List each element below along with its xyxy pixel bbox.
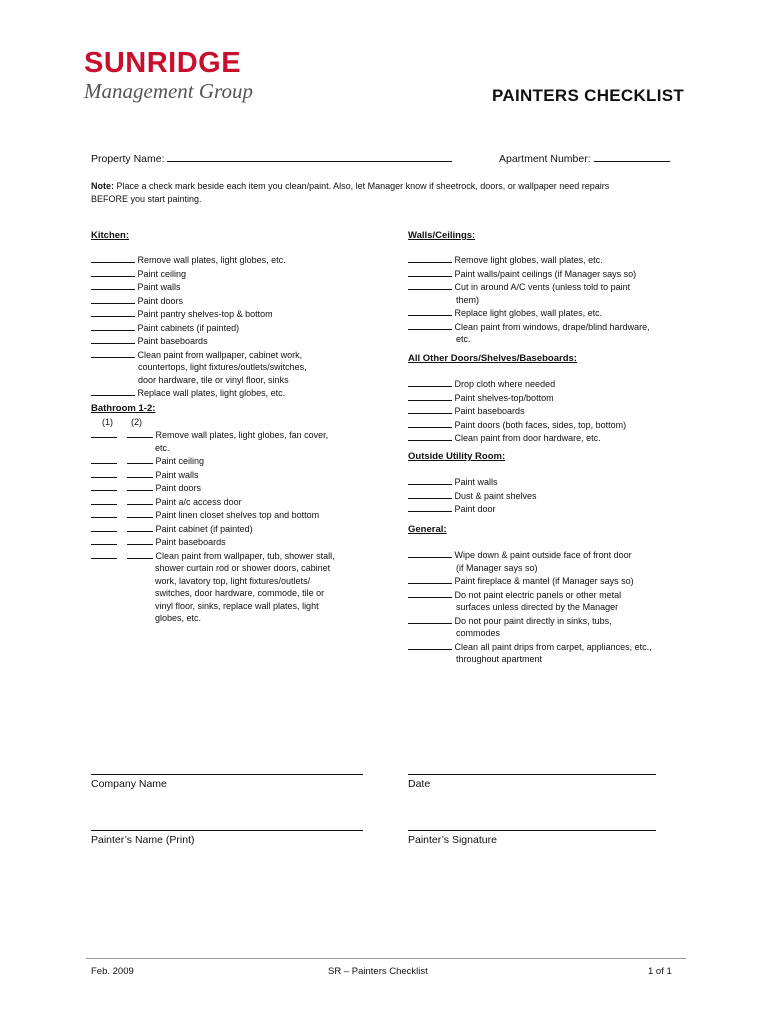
list-item-continuation: them) [456, 294, 480, 305]
list-item[interactable]: Cut in around A/C vents (unless told to paint [408, 280, 708, 294]
list-item[interactable]: Paint doors [91, 481, 381, 495]
doors-heading: All Other Doors/Shelves/Baseboards: [408, 353, 577, 364]
list-item[interactable]: Paint door [408, 502, 708, 516]
bathroom-list [91, 428, 381, 625]
note-line-2: BEFORE you start painting. [91, 193, 202, 204]
utility-room-heading: Outside Utility Room: [408, 451, 506, 462]
painter-name-line[interactable] [91, 830, 363, 831]
page-title: PAINTERS CHECKLIST [492, 86, 685, 105]
property-name-line [167, 152, 452, 162]
list-item-continuation: vinyl floor, sinks, replace wall plates, light [155, 600, 319, 611]
list-item[interactable]: Remove wall plates, light globes, fan cover, [91, 428, 381, 442]
list-item[interactable]: Paint walls [91, 468, 381, 482]
painter-signature-line[interactable] [408, 830, 656, 831]
list-item[interactable]: Paint baseboards [91, 535, 381, 549]
apartment-number-label: Apartment Number: [499, 153, 591, 165]
list-item[interactable]: Remove wall plates, light globes, etc. [91, 253, 361, 267]
list-item[interactable]: Paint pantry shelves-top & bottom [91, 307, 361, 321]
list-item-continuation: work, lavatory top, light fixtures/outlets/ [155, 575, 311, 586]
list-item-continuation: etc. [155, 442, 170, 453]
list-item-continuation: countertops, light fixtures/outlets/switches, [138, 362, 307, 372]
list-item[interactable]: Clean all paint drips from carpet, appliances, etc., [408, 640, 708, 654]
list-item[interactable]: Paint walls [91, 280, 361, 294]
list-item-continuation: commodes [456, 628, 501, 638]
list-item[interactable]: Paint doors (both faces, sides, top, bottom) [408, 418, 708, 432]
list-item[interactable]: Paint linen closet shelves top and bottom [91, 508, 381, 522]
list-item[interactable]: Paint doors [91, 294, 361, 308]
company-name-line[interactable] [91, 774, 363, 775]
list-item-continuation: etc. [456, 334, 471, 344]
bathroom-col-1: (1) [102, 417, 113, 427]
list-item[interactable]: Paint a/c access door [91, 495, 381, 509]
walls-ceilings-heading: Walls/Ceilings: [408, 230, 476, 241]
painter-signature-label: Painter’s Signature [408, 834, 497, 846]
list-item[interactable]: Do not pour paint directly in sinks, tubs, [408, 614, 708, 628]
footer-document-title: SR – Painters Checklist [328, 966, 428, 977]
list-item[interactable]: Clean paint from wallpaper, tub, shower stall, [91, 549, 381, 563]
logo-management-group: Management Group [84, 79, 253, 103]
list-item[interactable]: Paint cabinet (if painted) [91, 522, 381, 536]
list-item[interactable]: Paint baseboards [408, 404, 708, 418]
kitchen-list [91, 253, 361, 400]
list-item-continuation: throughout apartment [456, 654, 543, 664]
property-name-label: Property Name: [91, 153, 165, 165]
list-item[interactable]: Remove light globes, wall plates, etc. [408, 253, 708, 267]
company-name-label: Company Name [91, 778, 167, 790]
list-item[interactable]: Paint ceiling [91, 454, 381, 468]
list-item-continuation: globes, etc. [155, 613, 202, 623]
doors-list [408, 377, 708, 445]
bathroom-col-2: (2) [131, 417, 142, 427]
list-item[interactable]: Paint shelves-top/bottom [408, 391, 708, 405]
date-line[interactable] [408, 774, 656, 775]
note-label: Note: [91, 181, 114, 191]
list-item[interactable]: Paint walls [408, 475, 708, 489]
list-item-continuation: (if Manager says so) [456, 562, 538, 573]
list-item-continuation: surfaces unless directed by the Manager [456, 602, 619, 612]
list-item[interactable]: Drop cloth where needed [408, 377, 708, 391]
footer-divider [86, 958, 686, 959]
bathroom-heading: Bathroom 1-2: [91, 403, 156, 414]
list-item[interactable]: Clean paint from windows, drape/blind hardware, [408, 320, 708, 334]
utility-room-list [408, 475, 708, 516]
kitchen-heading: Kitchen: [91, 230, 129, 241]
list-item[interactable]: Paint ceiling [91, 267, 361, 281]
list-item[interactable]: Do not paint electric panels or other metal [408, 588, 708, 602]
list-item[interactable]: Dust & paint shelves [408, 489, 708, 503]
general-list [408, 548, 708, 666]
list-item[interactable]: Clean paint from door hardware, etc. [408, 431, 708, 445]
footer-date: Feb. 2009 [91, 966, 134, 977]
apartment-number-field[interactable] [499, 152, 670, 165]
note-line-1: Place a check mark beside each item you clean/paint. Also, let Manager know if sheetrock, doors, or wallpaper need repairs [116, 181, 610, 191]
list-item[interactable]: Replace light globes, wall plates, etc. [408, 306, 708, 320]
list-item[interactable]: Wipe down & paint outside face of front door [408, 548, 708, 562]
painter-name-label: Painter’s Name (Print) [91, 834, 195, 846]
list-item[interactable]: Paint baseboards [91, 334, 361, 348]
date-label: Date [408, 778, 431, 790]
list-item[interactable]: Clean paint from wallpaper, cabinet work, [91, 348, 361, 362]
list-item[interactable]: Paint walls/paint ceilings (if Manager says so) [408, 267, 708, 281]
apartment-number-line [594, 152, 670, 162]
general-heading: General: [408, 524, 447, 535]
list-item[interactable]: Paint cabinets (if painted) [91, 321, 361, 335]
list-item-continuation: shower curtain rod or shower doors, cabinet [155, 563, 331, 573]
list-item-continuation: switches, door hardware, commode, tile or [155, 588, 325, 598]
list-item-continuation: door hardware, tile or vinyl floor, sinks [138, 374, 289, 385]
walls-ceilings-list [408, 253, 708, 346]
list-item[interactable]: Paint fireplace & mantel (if Manager says so) [408, 574, 708, 588]
note [91, 180, 691, 205]
list-item[interactable]: Replace wall plates, light globes, etc. [91, 386, 361, 400]
footer-page-number: 1 of 1 [648, 966, 672, 977]
logo-sunridge: SUNRIDGE [84, 47, 242, 79]
property-name-field[interactable] [91, 152, 452, 165]
